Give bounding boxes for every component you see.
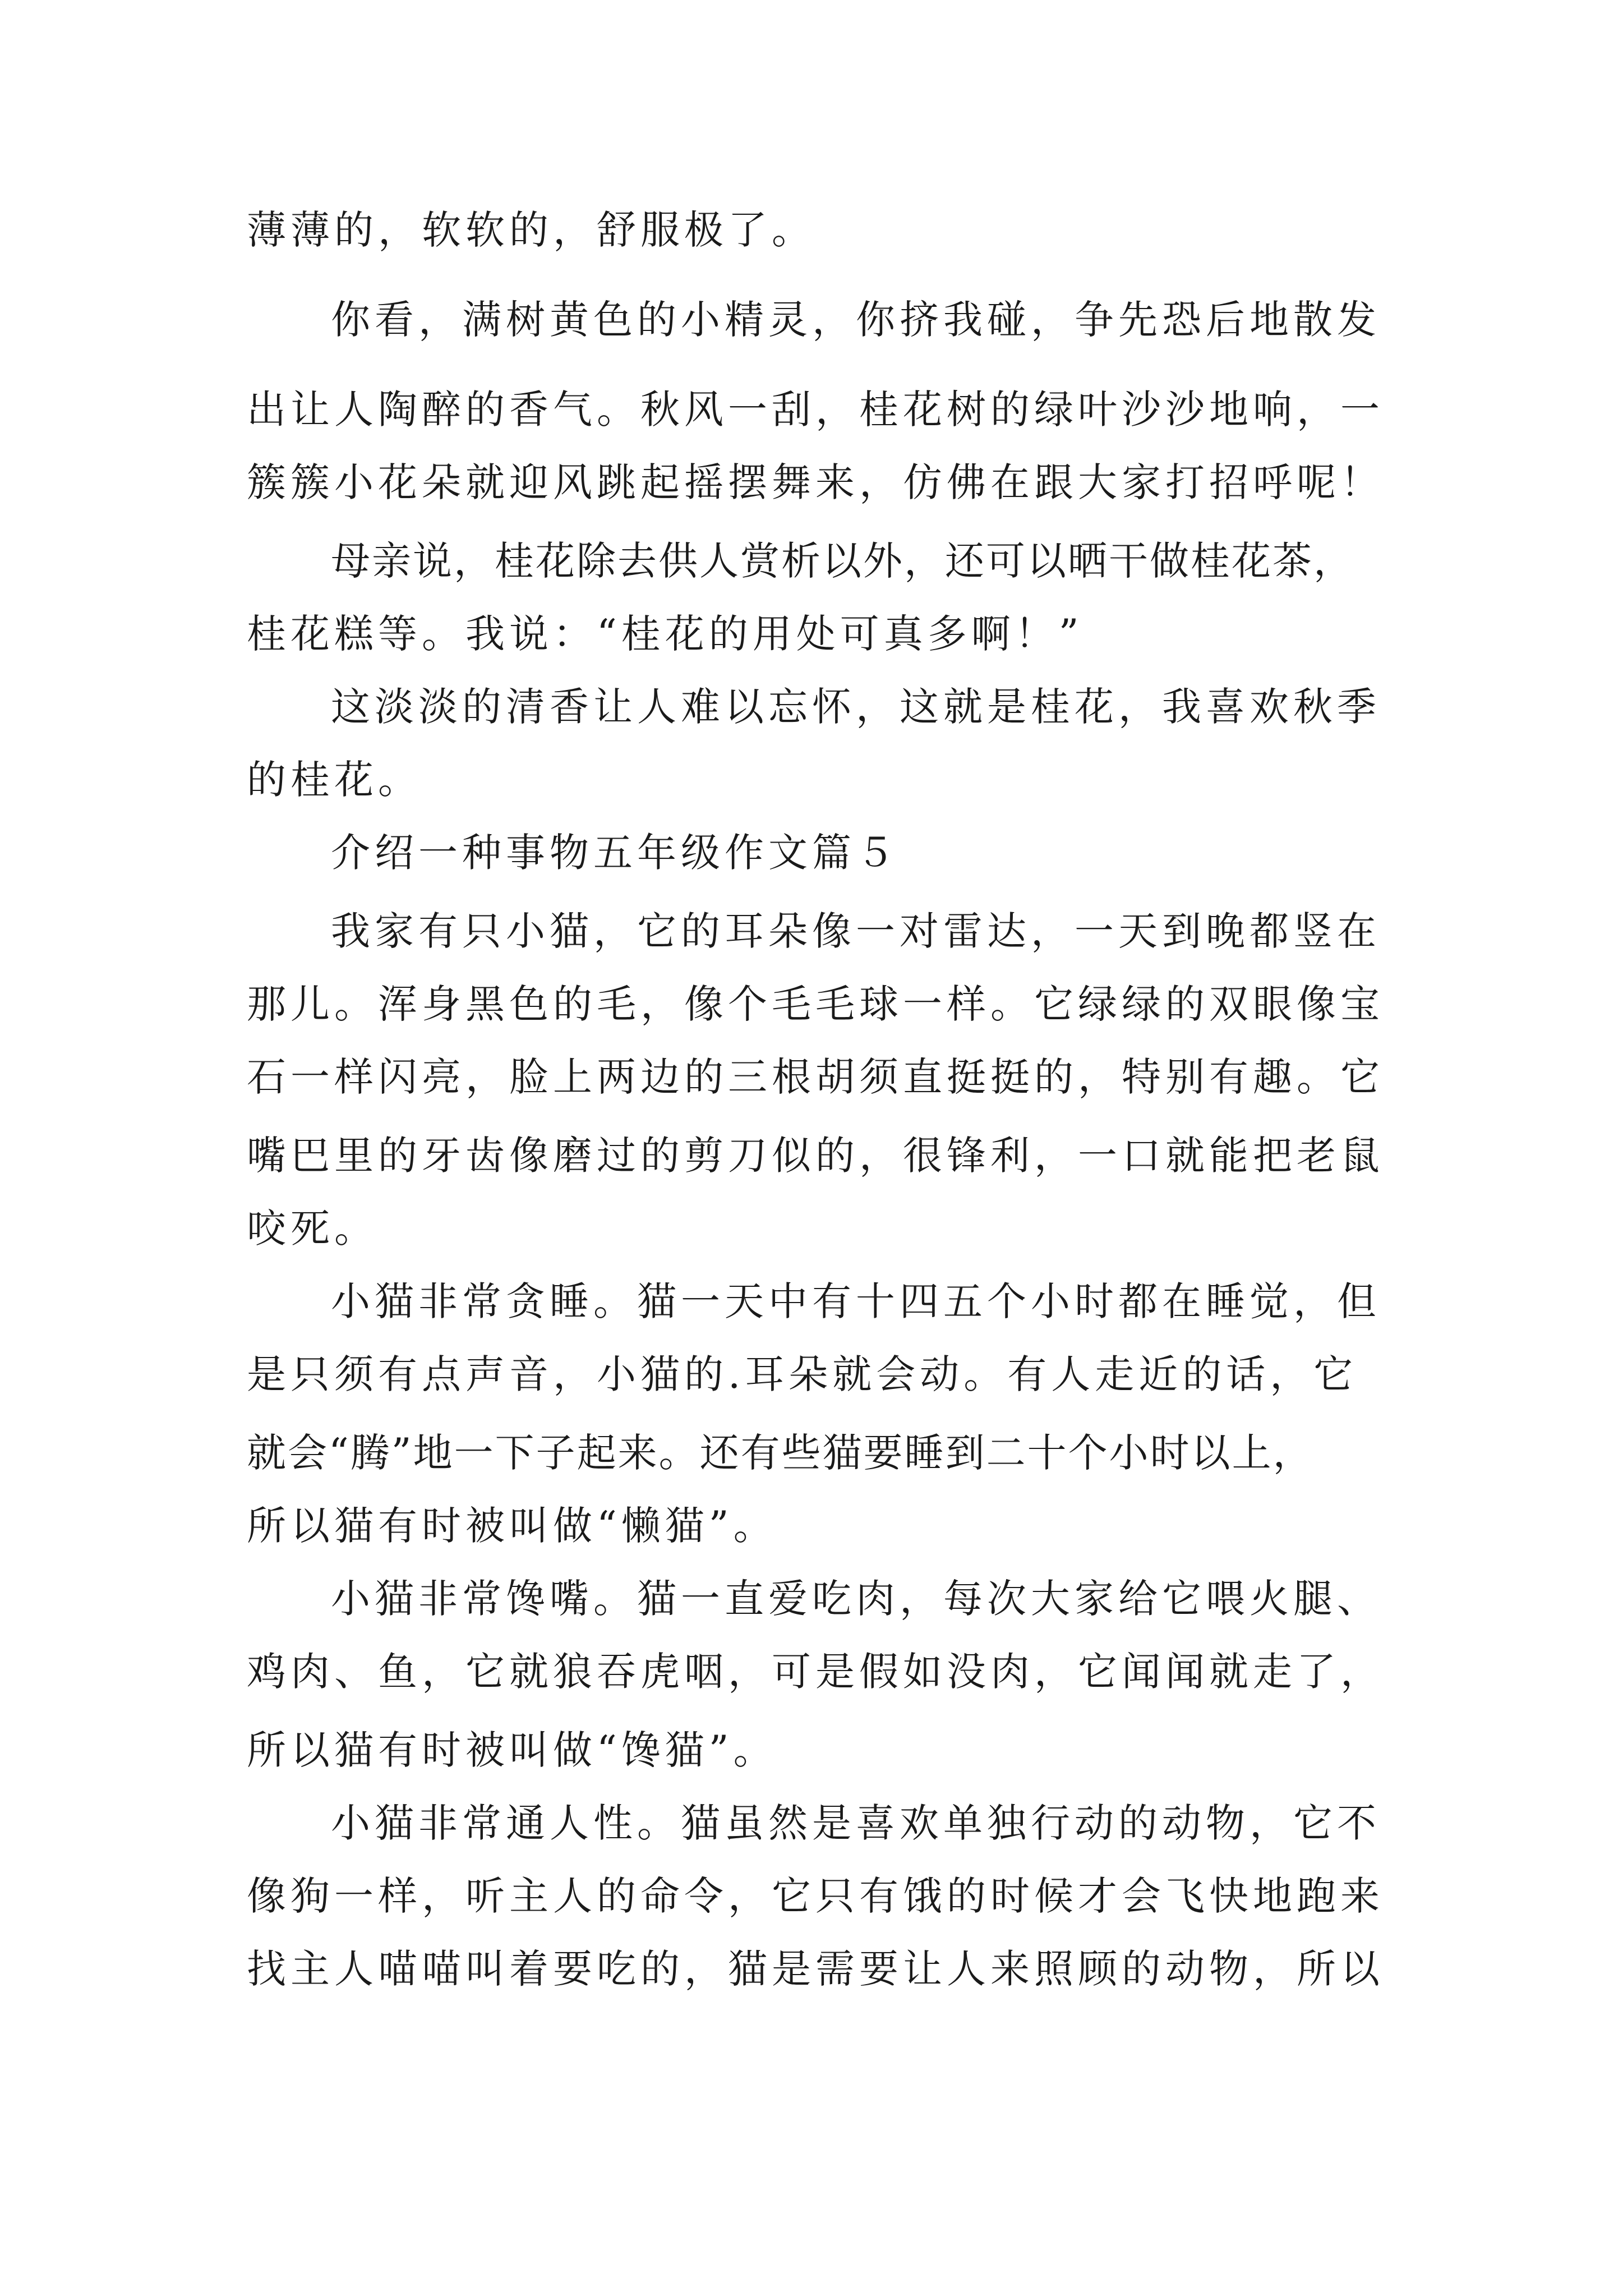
- text-line: 咬死。: [247, 1205, 378, 1251]
- paragraph-start-line: 小猫非常通人性。猫虽然是喜欢单独行动的动物，它不: [331, 1800, 1381, 1846]
- text-line: 像狗一样，听主人的命令，它只有饿的时候才会飞快地跑来: [247, 1873, 1384, 1919]
- paragraph-start-line: 母亲说，桂花除去供人赏析以外，还可以晒干做桂花茶，: [331, 538, 1354, 584]
- paragraph-start-line: 小猫非常贪睡。猫一天中有十四五个小时都在睡觉，但: [331, 1278, 1381, 1324]
- text-line: 出让人陶醉的香气。秋风一刮，桂花树的绿叶沙沙地响，一: [247, 386, 1384, 432]
- text-line: 嘴巴里的牙齿像磨过的剪刀似的，很锋利，一口就能把老鼠: [247, 1133, 1384, 1179]
- text-line: 的桂花。: [247, 757, 422, 803]
- paragraph-start-line: 小猫非常馋嘴。猫一直爱吃肉，每次大家给它喂火腿、: [331, 1576, 1381, 1622]
- paragraph-start-line: 我家有只小猫，它的耳朵像一对雷达，一天到晚都竖在: [331, 908, 1381, 954]
- text-line: 所以猫有时被叫做“懒猫”。: [247, 1503, 777, 1549]
- text-line: 薄薄的，软软的，舒服极了。: [247, 207, 815, 253]
- text-line: 所以猫有时被叫做“馋猫”。: [247, 1727, 777, 1773]
- paragraph-start-line: 你看，满树黄色的小精灵，你挤我碰，争先恐后地散发: [331, 297, 1381, 343]
- paragraph-start-line: 这淡淡的清香让人难以忘怀，这就是桂花，我喜欢秋季: [331, 684, 1381, 730]
- text-line: 就会“腾”地一下子起来。还有些猫要睡到二十个小时以上，: [247, 1430, 1314, 1476]
- text-line: 桂花糕等。我说：“桂花的用处可真多啊！”: [247, 611, 1083, 657]
- text-line: 那儿。浑身黑色的毛，像个毛毛球一样。它绿绿的双眼像宝: [247, 981, 1384, 1027]
- section-heading: 介绍一种事物五年级作文篇５: [331, 830, 900, 876]
- text-line: 鸡肉、鱼，它就狼吞虎咽，可是假如没肉，它闻闻就走了，: [247, 1649, 1384, 1695]
- text-line: 是只须有点声音，小猫的.耳朵就会动。有人走近的话，它: [247, 1351, 1358, 1397]
- text-line: 找主人喵喵叫着要吃的，猫是需要让人来照顾的动物，所以: [247, 1946, 1384, 1992]
- text-line: 簇簇小花朵就迎风跳起摇摆舞来，仿佛在跟大家打招呼呢！: [247, 459, 1384, 505]
- text-line: 石一样闪亮，脸上两边的三根胡须直挺挺的，特别有趣。它: [247, 1054, 1384, 1100]
